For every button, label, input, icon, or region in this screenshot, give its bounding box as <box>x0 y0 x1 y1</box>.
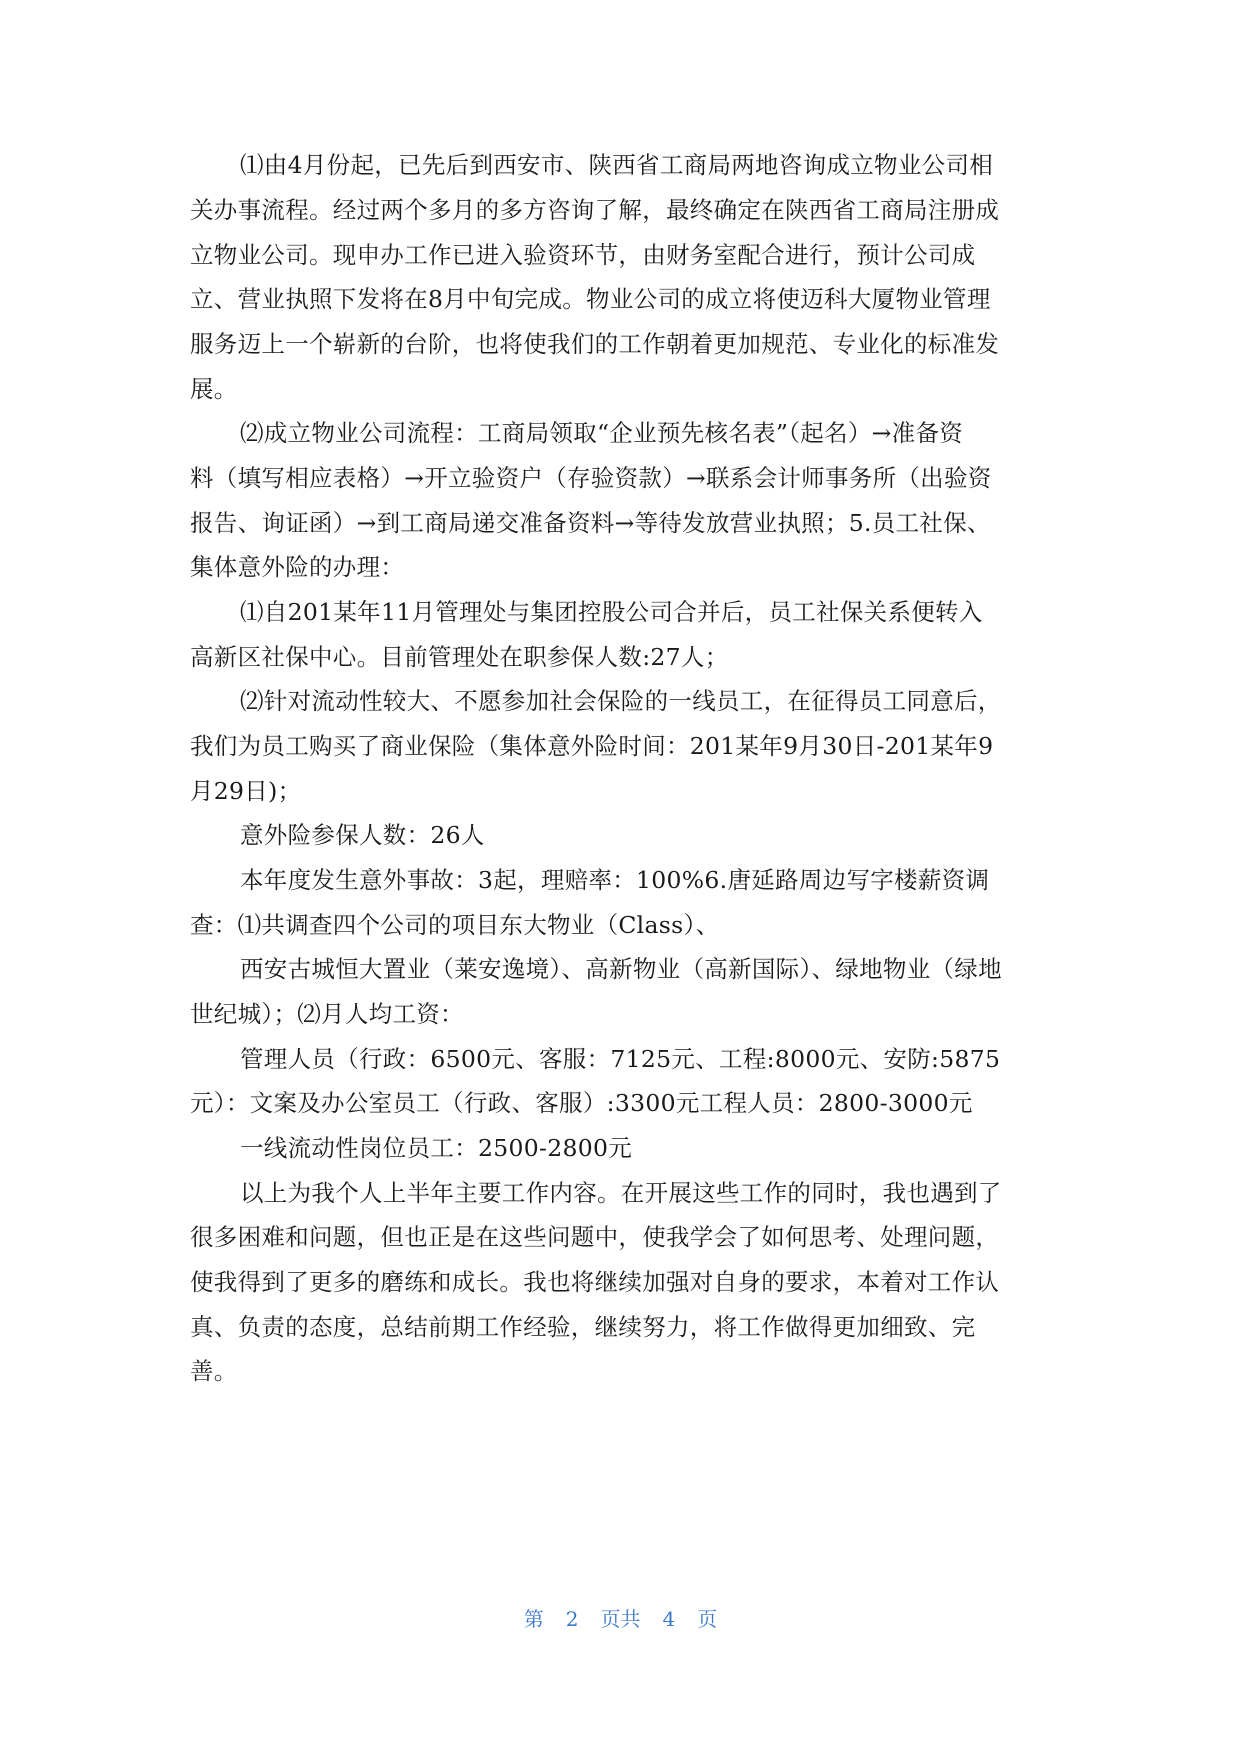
paragraph-line: 料（填写相应表格）→开立验资户（存验资款）→联系会计师事务所（出验资 <box>190 464 992 492</box>
paragraph-line: 善。 <box>190 1357 238 1385</box>
paragraph-line: 一线流动性岗位员工：2500-2800元 <box>240 1134 633 1162</box>
footer-word-di: 第 <box>523 1607 544 1631</box>
total-pages-number: 4 <box>662 1607 676 1631</box>
paragraph-line: 立、营业执照下发将在8月中旬完成。物业公司的成立将使迈科大厦物业管理 <box>190 285 991 313</box>
paragraph-line: ⑵针对流动性较大、不愿参加社会保险的一线员工，在征得员工同意后， <box>240 687 1002 715</box>
current-page-number: 2 <box>565 1607 579 1631</box>
paragraph-line: 意外险参保人数：26人 <box>240 821 485 849</box>
paragraph-line: 很多困难和问题，但也正是在这些问题中，使我学会了如何思考、处理问题， <box>190 1223 1000 1251</box>
page-footer <box>0 1606 1241 1632</box>
paragraph-line: 查：⑴共调查四个公司的项目东大物业（Class）、 <box>190 911 720 939</box>
footer-word-ye: 页 <box>697 1607 718 1631</box>
paragraph-line: 服务迈上一个崭新的台阶，也将使我们的工作朝着更加规范、专业化的标准发 <box>190 330 1000 358</box>
paragraph-line: 管理人员（行政：6500元、客服：7125元、工程:8000元、安防:5875 <box>240 1045 1001 1073</box>
footer-word-ye-gong: 页共 <box>600 1607 641 1631</box>
paragraph-line: 本年度发生意外事故：3起，理赔率：100%6.唐延路周边写字楼薪资调 <box>240 866 990 894</box>
paragraph-line: 使我得到了更多的磨练和成长。我也将继续加强对自身的要求，本着对工作认 <box>190 1268 1000 1296</box>
paragraph-line: 世纪城）；⑵月人均工资： <box>190 1000 464 1028</box>
paragraph-line: 立物业公司。现申办工作已进入验资环节，由财务室配合进行，预计公司成 <box>190 241 976 269</box>
paragraph-line: 高新区社保中心。目前管理处在职参保人数:27人； <box>190 643 729 671</box>
paragraph-line: ⑴自201某年11月管理处与集团控股公司合并后，员工社保关系便转入 <box>240 598 983 626</box>
paragraph-line: 真、负责的态度，总结前期工作经验，继续努力，将工作做得更加细致、完 <box>190 1313 976 1341</box>
paragraph-line: 元）：文案及办公室员工（行政、客服）:3300元工程人员：2800-3000元 <box>190 1089 973 1117</box>
paragraph-line: 西安古城恒大置业（莱安逸境）、高新物业（高新国际）、绿地物业（绿地 <box>240 955 1002 983</box>
paragraph-line: 月29日)； <box>190 777 302 805</box>
paragraph-line: ⑴由4月份起，已先后到西安市、陕西省工商局两地咨询成立物业公司相 <box>240 151 994 179</box>
paragraph-line: 集体意外险的办理： <box>190 553 405 581</box>
paragraph-line: 报告、询证函）→到工商局递交准备资料→等待发放营业执照；5.员工社保、 <box>190 509 991 537</box>
paragraph-line: ⑵成立物业公司流程：工商局领取“企业预先核名表”（起名）→准备资 <box>240 419 964 447</box>
paragraph-line: 我们为员工购买了商业保险（集体意外险时间：201某年9月30日-201某年9 <box>190 732 994 760</box>
paragraph-line: 以上为我个人上半年主要工作内容。在开展这些工作的同时，我也遇到了 <box>240 1179 1002 1207</box>
paragraph-line: 关办事流程。经过两个多月的多方咨询了解，最终确定在陕西省工商局注册成 <box>190 196 1000 224</box>
paragraph-line: 展。 <box>190 375 238 403</box>
